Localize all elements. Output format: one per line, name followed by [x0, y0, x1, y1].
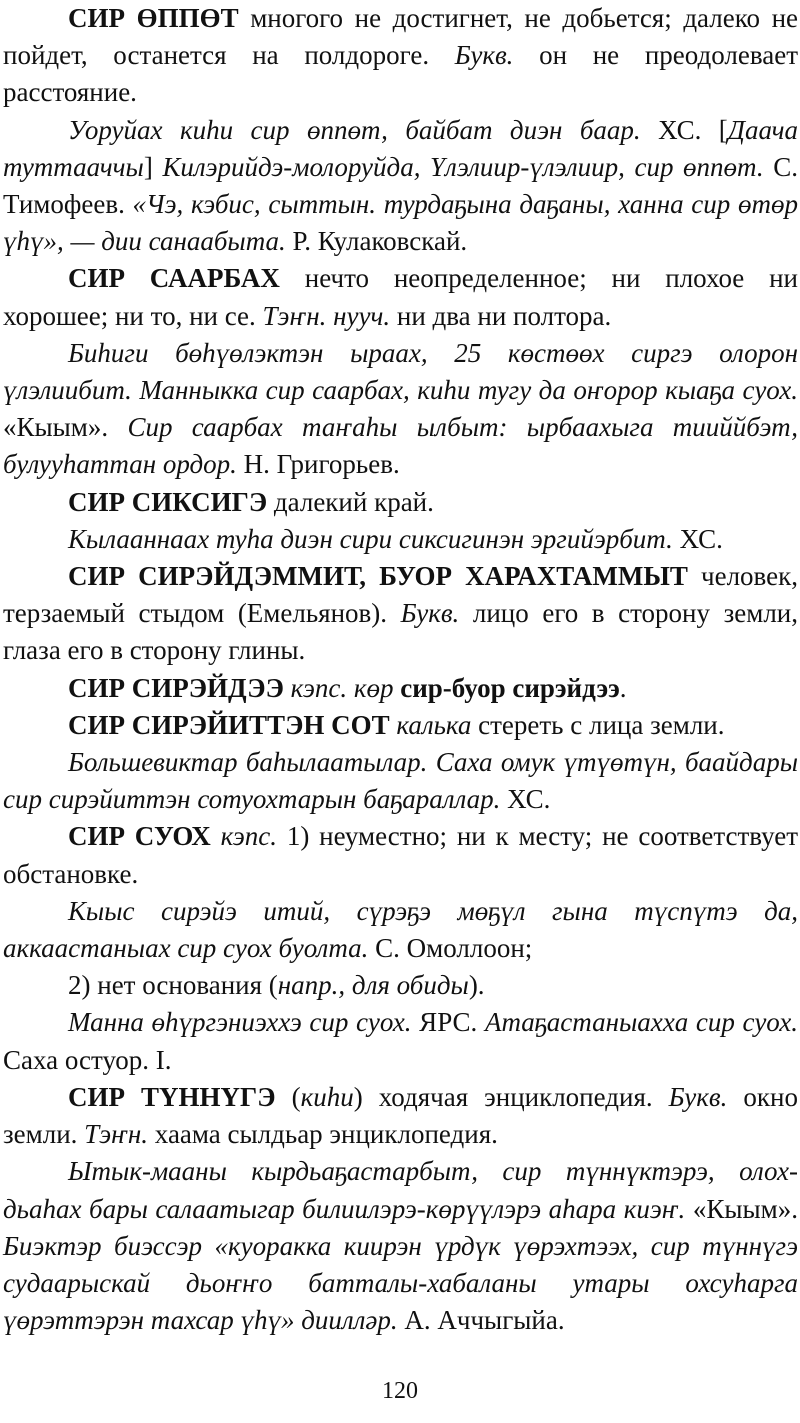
- entry-definition: 1) неуместно; ни к месту; не соответствует обстановке.: [3, 821, 799, 889]
- example-text: Килэрийдэ-молоруйда, Үлэлиир-үлэлиир, сир өппөт.: [162, 151, 764, 182]
- example-source: Р. Кулаковскай.: [285, 226, 468, 257]
- usage-example: [3, 335, 798, 484]
- page-number: 120: [382, 1378, 418, 1404]
- usage-example: [3, 893, 798, 967]
- dictionary-entry: [3, 707, 798, 744]
- example-source: А. Аччыгыйа.: [397, 1305, 565, 1336]
- sense-number-text: 2) нет основания (: [68, 970, 278, 1001]
- literal-translation: окно земли.: [3, 1081, 798, 1150]
- usage-example: [3, 521, 798, 558]
- grammar-label: кэпс.: [220, 821, 278, 852]
- grammar-label: киһи: [300, 1081, 354, 1112]
- example-source: С. Омоллоон;: [368, 933, 533, 964]
- dictionary-entry: [3, 558, 798, 670]
- example-text: Даача туттааччы: [3, 114, 798, 182]
- label-continuation: ни два ни полтора.: [390, 300, 612, 331]
- grammar-label: калька: [396, 709, 472, 740]
- example-source: ХС.: [500, 784, 551, 815]
- example-text: «Чэ, кэбис, сыттын. турдаҕына даҕаны, ханна сир өтөр үһү», — дии санаабыта.: [3, 189, 798, 257]
- entry-definition: нечто неопределенное; ни плохое ни хорошее; ни то, ни се.: [3, 263, 798, 331]
- entry-definition: стереть с лица земли.: [471, 709, 725, 740]
- example-text: Биһиги бөһүөлэктэн ыраах, 25 көстөөх сиргэ олорон үлэлиибит. Манныкка сир саарбах, киһи тугу да оҥорор кыаҕа суох.: [3, 337, 798, 406]
- literal-label: Букв.: [400, 598, 460, 629]
- entry-headword: СИР СУОХ: [68, 821, 211, 852]
- example-source: ХС. [: [640, 114, 728, 145]
- example-source: Саха остуор. I.: [3, 1044, 172, 1075]
- example-source: ХС.: [672, 523, 723, 554]
- dictionary-entry: [3, 260, 798, 334]
- entry-headword: СИР СИКСИГЭ: [68, 486, 268, 517]
- cross-reference: сир-буор сирэйдээ: [400, 672, 620, 703]
- example-source: ]: [143, 151, 163, 182]
- label-continuation: хаама сылдьар энциклопедия.: [148, 1119, 498, 1150]
- example-text: Манна өһүргэниэххэ сир суох.: [68, 1007, 412, 1038]
- entry-headword: СИР СИРЭЙДЭММИТ, БУОР ХАРАХТАММЫТ: [68, 561, 688, 592]
- usage-example: [3, 1004, 798, 1078]
- entry-definition: человек, терзаемый стыдом (Емельянов).: [3, 561, 798, 629]
- example-text: Сир саарбах таҥаһы ылбыт: ырбаахыга тииййбэт, булууһаттан ордор.: [3, 412, 798, 480]
- sense-tail: ).: [468, 970, 485, 1001]
- literal-label: Букв.: [668, 1081, 728, 1112]
- literal-translation: он не преодолевает расстояние.: [3, 40, 798, 108]
- dictionary-entry: [3, 0, 798, 112]
- usage-example: [3, 744, 798, 818]
- example-text: Уоруйах киһи сир өппөт, байбат диэн баар.: [68, 114, 641, 145]
- entry-headword: СИР СААРБАХ: [68, 263, 280, 294]
- dictionary-entry: [3, 484, 798, 521]
- sense-definition: [3, 967, 798, 1004]
- paren-open: (: [275, 1081, 301, 1112]
- entry-definition: далекий край.: [267, 486, 434, 517]
- grammar-label: кэпс. көр: [290, 672, 394, 703]
- entry-definition: ) ходячая энциклопедия.: [353, 1081, 669, 1112]
- example-text: Кыыс сирэйэ итий, сүрэҕэ мөҕүл гына түспүтэ да, аккаастаныах сир суох буолта.: [3, 895, 798, 964]
- example-text: Кылааннаах туһа диэн сири сиксигинэн эргийэрбит.: [68, 523, 673, 554]
- entry-headword: СИР СИРЭЙИТТЭН СОТ: [68, 709, 390, 740]
- example-source: «Кыым».: [3, 412, 128, 443]
- entry-headword: СИР ТҮННҮГЭ: [68, 1081, 276, 1112]
- example-source: С. Тимофеев.: [3, 151, 799, 220]
- example-text: Атаҕастаныаххa сир суох.: [484, 1007, 798, 1038]
- example-text: Ытык-мааны кырдьаҕастарбыт, сир түннүктэрэ, олох-дьаһах бары салаатыгар билиилэрэ-көрүүлэрэ аһара киэҥ.: [3, 1156, 798, 1224]
- entry-definition: многого не достигнет, не добьется; далеко не пойдет, останется на полдороге.: [3, 3, 798, 71]
- dictionary-entry: [3, 818, 798, 892]
- usage-example: [3, 112, 798, 261]
- example-source: «Кыым».: [685, 1193, 798, 1224]
- literal-translation: лицо его в сторону земли, глаза его в сторону глины.: [3, 598, 798, 666]
- entry-headword: СИР СИРЭЙДЭЭ: [68, 672, 284, 703]
- grammar-label: Тэҥн.: [84, 1119, 149, 1150]
- dictionary-entry: [3, 670, 798, 707]
- usage-example: [3, 1153, 798, 1339]
- literal-label: Букв.: [454, 40, 514, 71]
- sense-note: напр., для обиды: [277, 970, 469, 1001]
- example-source: Н. Григорьев.: [236, 449, 400, 480]
- dictionary-entry: [3, 1079, 798, 1153]
- grammar-label: Тэҥн. нууч.: [262, 300, 391, 331]
- cross-reference-tail: .: [619, 672, 627, 703]
- example-text: Биэктэр биэссэр «куоракка киирэн үрдүк үөрэхтээх, сир түннүгэ судаарыскай дьоҥҥо батталы-хабаланы утары охсуһарга үөрэттэрэн тахсар үһү» диилләр.: [3, 1230, 798, 1336]
- example-source: ЯРС.: [411, 1007, 485, 1038]
- example-text: Большевиктар баһылаатылар. Саха омук үтүөтүн, баайдары сир сирэйиттэн сотуохтарын баҕараллар.: [3, 747, 798, 815]
- entry-headword: СИР ӨППӨТ: [68, 3, 239, 33]
